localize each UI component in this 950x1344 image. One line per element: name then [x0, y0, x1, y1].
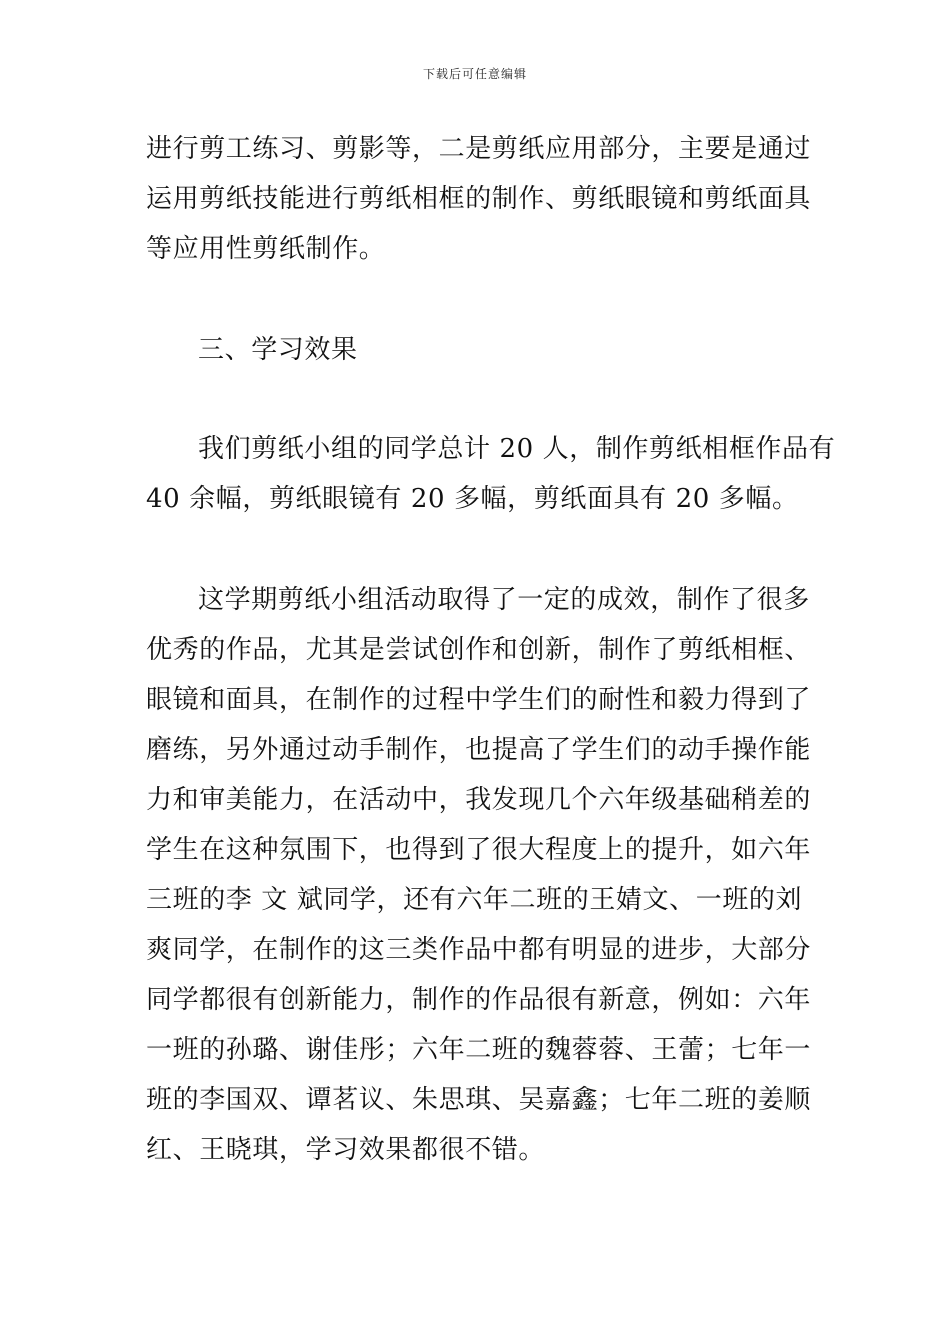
paragraph-line: 红、王晓琪，学习效果都很不错。 — [146, 1135, 546, 1165]
paragraph-line: 同学都很有创新能力，制作的作品很有新意，例如：六年 — [146, 985, 812, 1015]
paragraph-line: 爽同学，在制作的这三类作品中都有明显的进步，大部分 — [146, 935, 812, 965]
paragraph-line: 等应用性剪纸制作。 — [146, 234, 386, 264]
paragraph-line: 这学期剪纸小组活动取得了一定的成效，制作了很多 — [198, 585, 810, 615]
paragraph-line: 学生在这种氛围下，也得到了很大程度上的提升，如六年 — [146, 835, 812, 865]
section-heading: 三、学习效果 — [198, 335, 358, 365]
page-header-note: 下载后可任意编辑 — [422, 67, 527, 81]
paragraph-line: 运用剪纸技能进行剪纸相框的制作、剪纸眼镜和剪纸面具 — [146, 184, 812, 214]
paragraph-line: 一班的孙璐、谢佳彤；六年二班的魏蓉蓉、王蕾；七年一 — [146, 1035, 812, 1065]
paragraph-line: 磨练，另外通过动手制作，也提高了学生们的动手操作能 — [146, 735, 812, 765]
paragraph-line: 三班的李 文 斌同学，还有六年二班的王婧文、一班的刘 — [146, 885, 803, 915]
paragraph-line: 进行剪工练习、剪影等，二是剪纸应用部分，主要是通过 — [146, 134, 812, 164]
paragraph-line: 我们剪纸小组的同学总计 20 人，制作剪纸相框作品有 — [198, 434, 836, 464]
paragraph-line: 力和审美能力，在活动中，我发现几个六年级基础稍差的 — [146, 785, 812, 815]
paragraph-line: 40 余幅，剪纸眼镜有 20 多幅，剪纸面具有 20 多幅。 — [146, 484, 799, 514]
paragraph-line: 眼镜和面具，在制作的过程中学生们的耐性和毅力得到了 — [146, 685, 812, 715]
paragraph-line: 班的李国双、谭茗议、朱思琪、吴嘉鑫；七年二班的姜顺 — [146, 1085, 812, 1115]
paragraph-line: 优秀的作品，尤其是尝试创作和创新，制作了剪纸相框、 — [146, 635, 812, 665]
